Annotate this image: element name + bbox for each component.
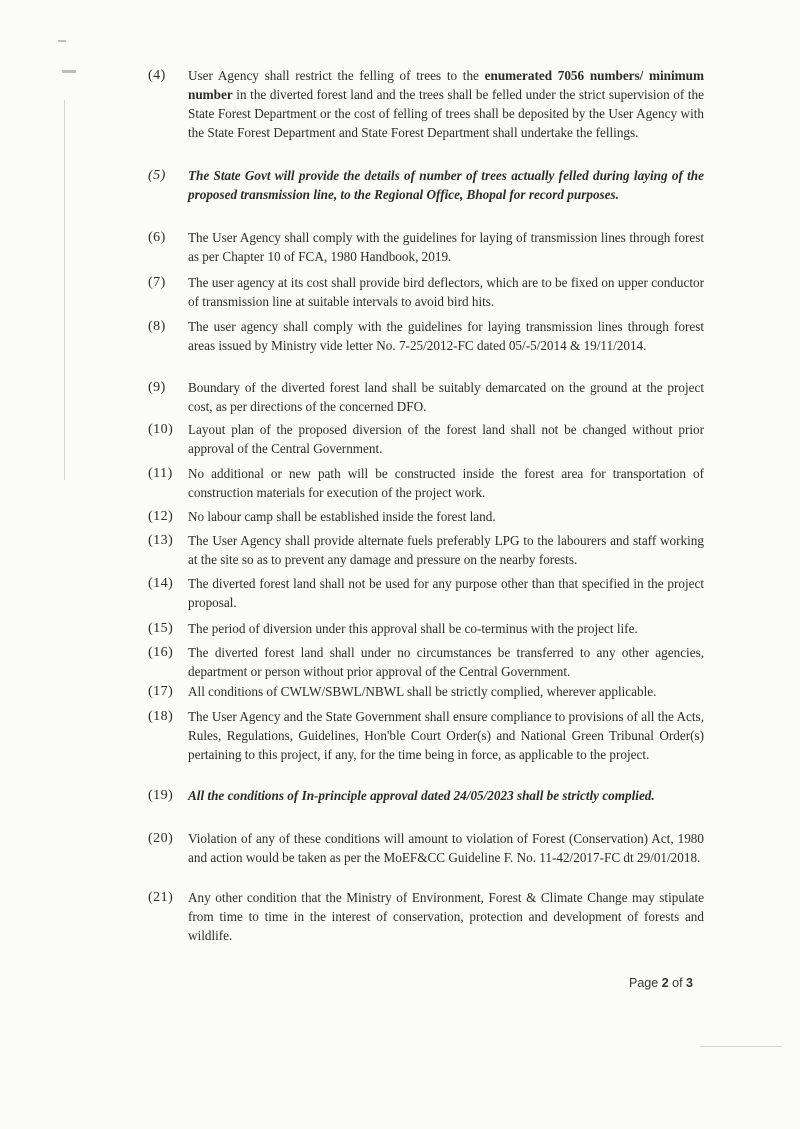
- condition-6: [148, 228, 704, 266]
- condition-number: (5): [148, 168, 166, 183]
- condition-number: (10): [148, 422, 174, 437]
- condition-number: (21): [148, 890, 174, 905]
- condition-number: (11): [148, 466, 173, 481]
- page-number: Page 2 of 3: [629, 976, 693, 990]
- condition-text: The diverted forest land shall not be used for any purpose other than that specified in the project proposal.: [188, 576, 704, 610]
- condition-text: Layout plan of the proposed diversion of the forest land shall not be changed without prior approval of the Central Government.: [188, 422, 704, 456]
- condition-number: (15): [148, 621, 174, 636]
- condition-number: (4): [148, 68, 166, 83]
- condition-9: [148, 378, 704, 416]
- condition-text: User Agency shall restrict the felling of trees to the enumerated 7056 numbers/ minimum number in the diverted forest land and the trees shall be felled under the strict supervision of the State Forest Department or the cost of felling of trees shall be deposited by the User Agency with the State Forest Department and State Forest Department shall undertake the fellings.: [188, 68, 704, 140]
- condition-text: The diverted forest land shall under no circumstances be transferred to any other agencies, department or person without prior approval of the Central Government.: [188, 645, 704, 679]
- condition-20: [148, 829, 704, 867]
- condition-text: The User Agency shall provide alternate fuels preferably LPG to the labourers and staff working at the site so as to prevent any damage and pressure on the nearby forests.: [188, 533, 704, 567]
- condition-17: [148, 682, 704, 701]
- condition-12: [148, 507, 704, 526]
- condition-number: (17): [148, 684, 174, 699]
- condition-8: [148, 317, 704, 355]
- scan-mark: [700, 1046, 782, 1047]
- condition-text: All conditions of CWLW/SBWL/NBWL shall be strictly complied, wherever applicable.: [188, 684, 657, 699]
- condition-18: [148, 707, 704, 764]
- condition-number: (19): [148, 788, 174, 803]
- condition-number: (20): [148, 831, 174, 846]
- condition-14: [148, 574, 704, 612]
- condition-text: All the conditions of In-principle approval dated 24/05/2023 shall be strictly complied.: [188, 788, 655, 803]
- condition-text: The period of diversion under this approval shall be co-terminus with the project life.: [188, 621, 638, 636]
- condition-number: (14): [148, 576, 174, 591]
- condition-text: No labour camp shall be established inside the forest land.: [188, 509, 496, 524]
- condition-number: (16): [148, 645, 174, 660]
- condition-19: [148, 786, 704, 805]
- condition-text: The User Agency shall comply with the guidelines for laying of transmission lines through forest as per Chapter 10 of FCA, 1980 Handbook, 2019.: [188, 230, 704, 264]
- condition-10: [148, 420, 704, 458]
- condition-text: The State Govt will provide the details of number of trees actually felled during laying of the proposed transmission line, to the Regional Office, Bhopal for record purposes.: [188, 168, 704, 202]
- condition-4: [148, 66, 704, 142]
- condition-15: [148, 619, 704, 638]
- condition-text: The user agency at its cost shall provide bird deflectors, which are to be fixed on upper conductor of transmission line at suitable intervals to avoid bird hits.: [188, 275, 704, 309]
- condition-text: The User Agency and the State Government shall ensure compliance to provisions of all the Acts, Rules, Regulations, Guidelines, Hon'ble Court Order(s) and National Green Tribunal Order(s) pertaining to this project, if any, for the time being in force, as applicable to the project.: [188, 709, 704, 762]
- condition-text: No additional or new path will be constructed inside the forest area for transportation of construction materials for execution of the project work.: [188, 466, 704, 500]
- condition-number: (12): [148, 509, 174, 524]
- condition-text: The user agency shall comply with the guidelines for laying transmission lines through forest areas issued by Ministry vide letter No. 7-25/2012-FC dated 05/-5/2014 & 19/11/2014.: [188, 319, 704, 353]
- condition-number: (13): [148, 533, 174, 548]
- condition-number: (8): [148, 319, 166, 334]
- margin-line: [64, 100, 65, 480]
- condition-text: Violation of any of these conditions will amount to violation of Forest (Conservation) Act, 1980 and action would be taken as per the MoEF&CC Guideline F. No. 11-42/2017-FC dt 29/01/2018.: [188, 831, 704, 865]
- condition-text: Boundary of the diverted forest land shall be suitably demarcated on the ground at the project cost, as per directions of the concerned DFO.: [188, 380, 704, 414]
- condition-number: (18): [148, 709, 174, 724]
- condition-7: [148, 273, 704, 311]
- condition-13: [148, 531, 704, 569]
- condition-number: (9): [148, 380, 166, 395]
- scan-mark: [62, 70, 76, 73]
- condition-number: (7): [148, 275, 166, 290]
- condition-5: [148, 166, 704, 204]
- condition-number: (6): [148, 230, 166, 245]
- condition-21: [148, 888, 704, 945]
- condition-text: Any other condition that the Ministry of Environment, Forest & Climate Change may stipulate from time to time in the interest of conservation, protection and development of forests and wildlife.: [188, 890, 704, 943]
- condition-16: [148, 643, 704, 681]
- scan-mark: [58, 40, 66, 42]
- condition-11: [148, 464, 704, 502]
